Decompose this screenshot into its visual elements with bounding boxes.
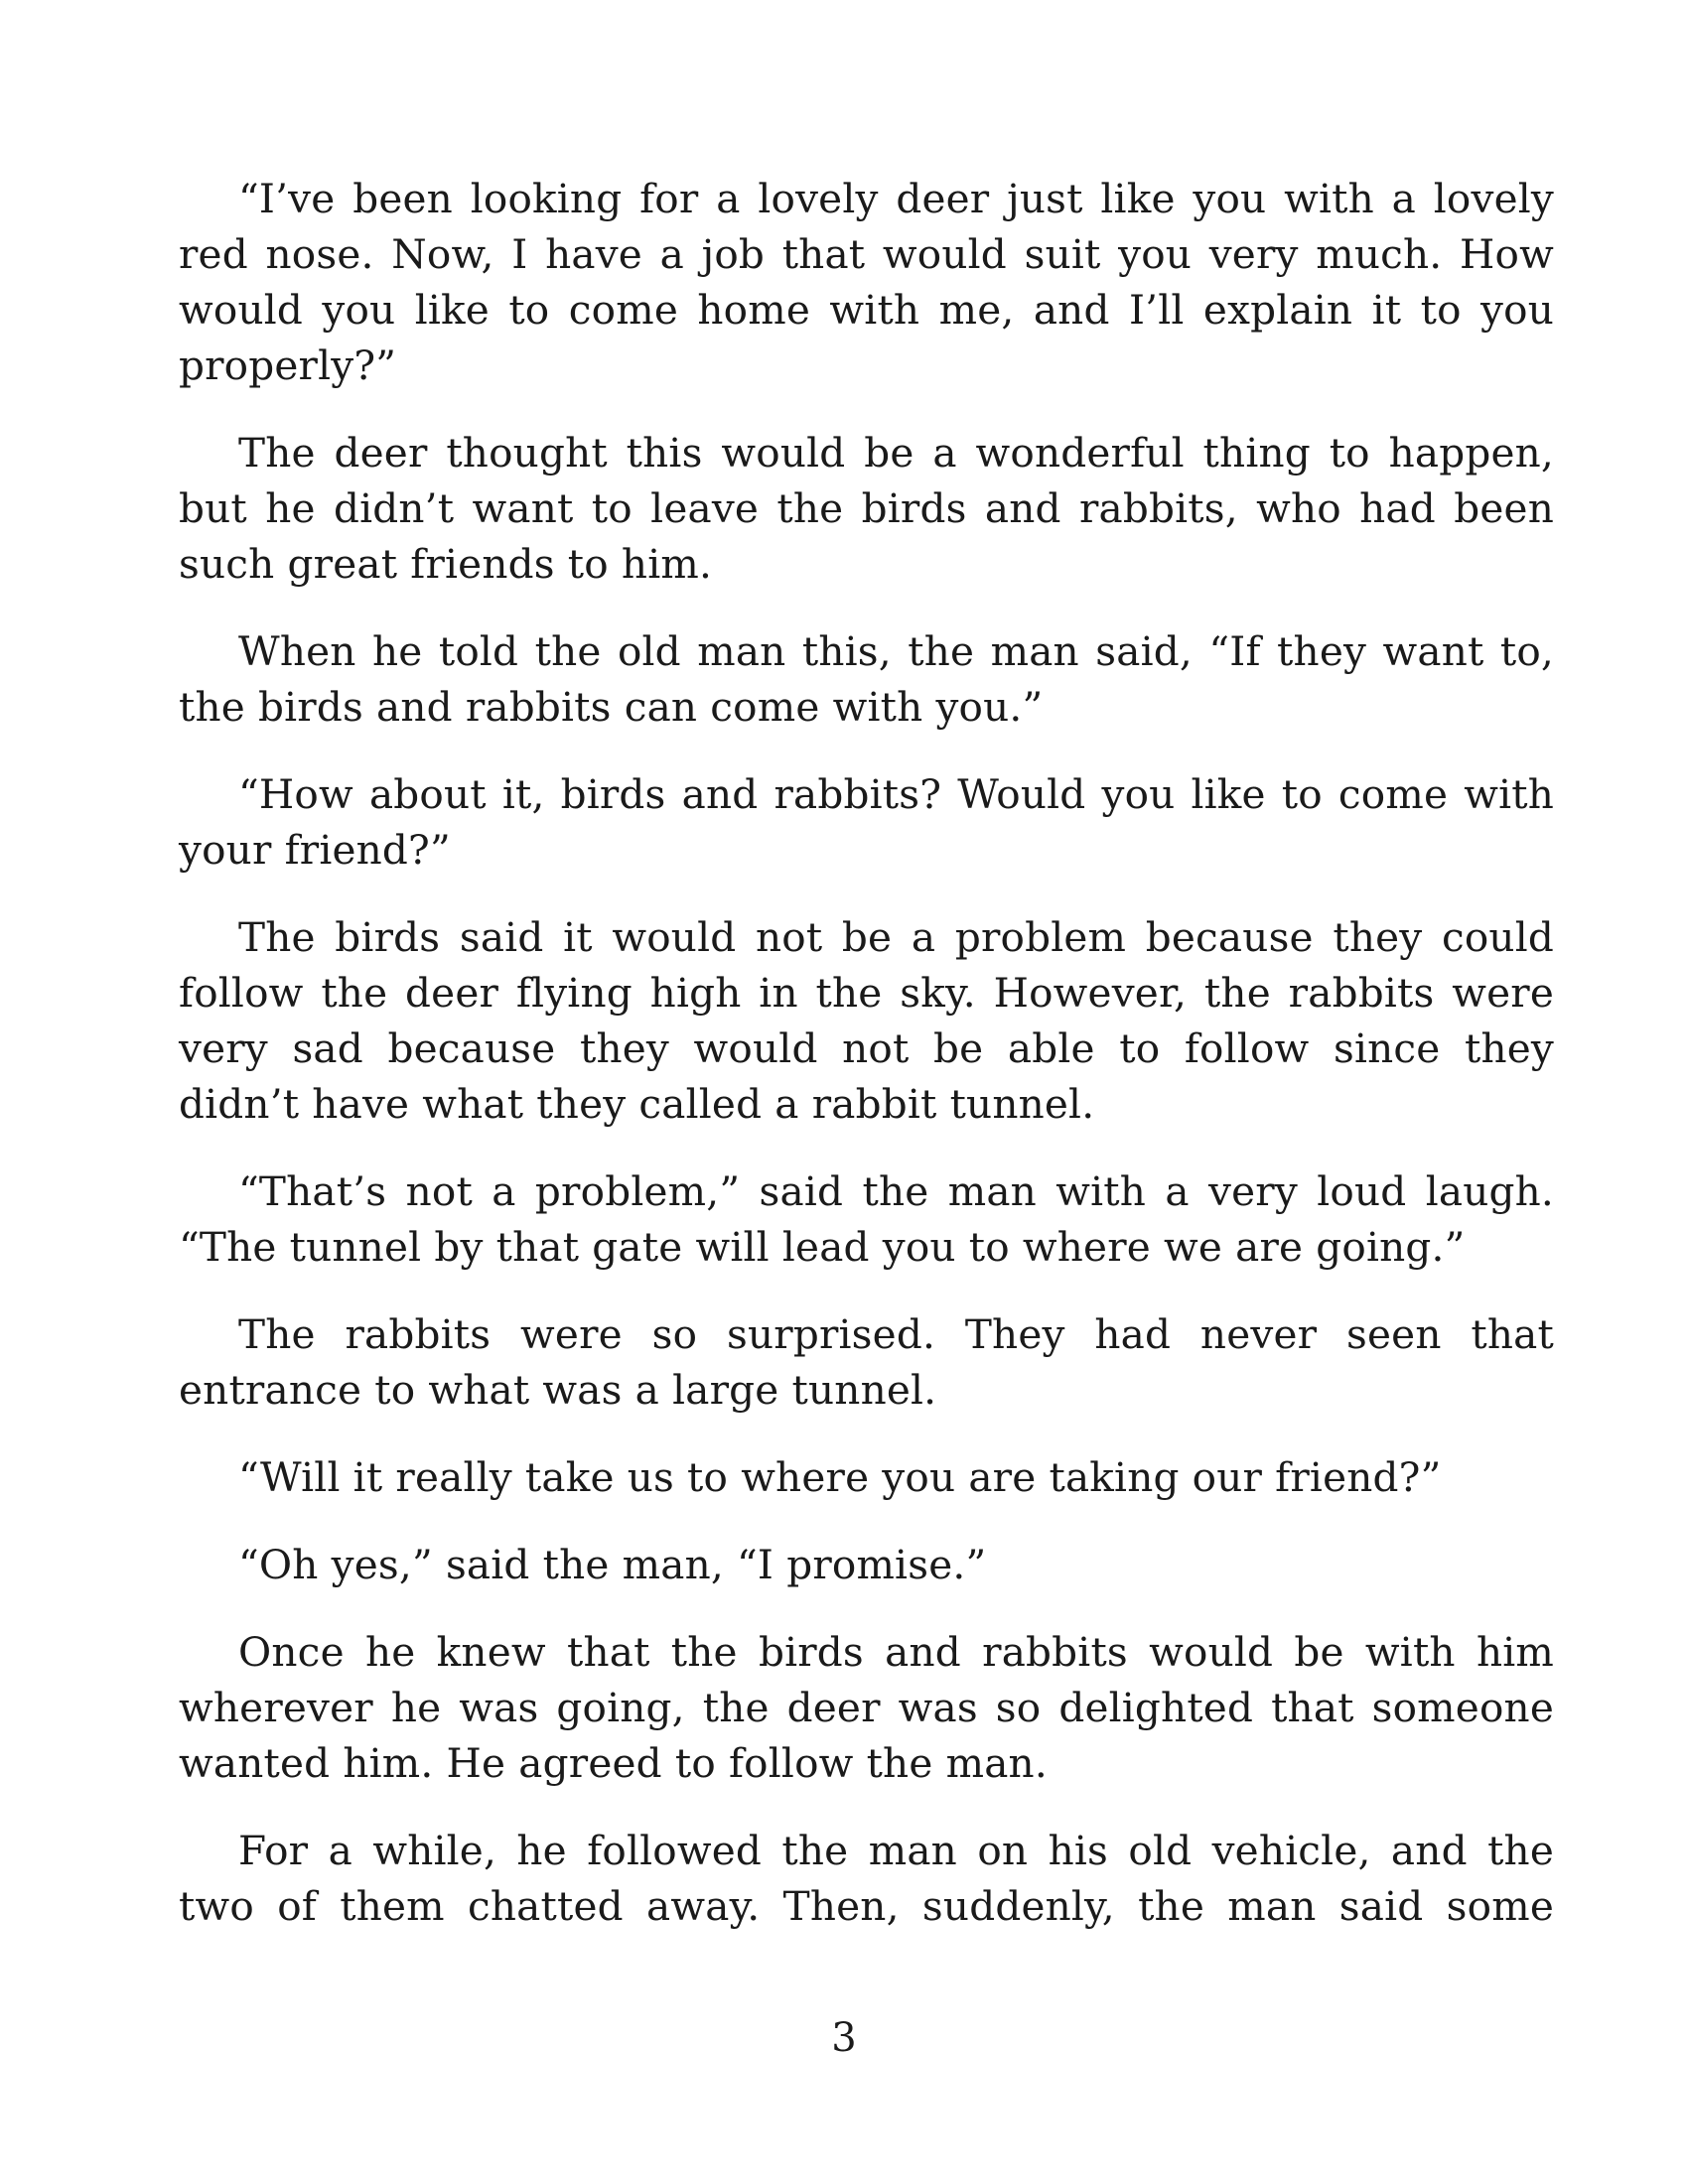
- paragraph: “That’s not a problem,” said the man with a very loud laugh. “The tunnel by that gate will lead you to where we are going.”: [179, 1167, 1554, 1271]
- paragraph: “How about it, birds and rabbits? Would you like to come with your friend?”: [179, 770, 1554, 874]
- paragraph: For a while, he followed the man on his old vehicle, and the two of them chatted away. Then, suddenly, the man said some: [179, 1827, 1554, 1930]
- page-number: 3: [831, 2015, 857, 2061]
- paragraph: The deer thought this would be a wonderful thing to happen, but he didn’t want to leave the birds and rabbits, who had been such great friends to him.: [179, 429, 1554, 588]
- paragraph: “Will it really take us to where you are taking our friend?”: [238, 1453, 1442, 1501]
- page-body-text: [179, 171, 1554, 1966]
- paragraph: “Oh yes,” said the man, “I promise.”: [238, 1541, 987, 1588]
- paragraph: “I’ve been looking for a lovely deer just like you with a lovely red nose. Now, I have a job that would suit you very much. How would you like to come home with me, and I’ll explain it to you properly?”: [179, 175, 1554, 389]
- paragraph: Once he knew that the birds and rabbits would be with him wherever he was going, the deer was so delighted that someone wanted him. He agreed to follow the man.: [179, 1628, 1554, 1787]
- paragraph: The birds said it would not be a problem because they could follow the deer flying high in the sky. However, the rabbits were very sad because they would not be able to follow since they didn’t have what they called a rabbit tunnel.: [179, 913, 1554, 1128]
- paragraph: When he told the old man this, the man said, “If they want to, the birds and rabbits can come with you.”: [179, 627, 1554, 731]
- paragraph: The rabbits were so surprised. They had never seen that entrance to what was a large tunnel.: [179, 1310, 1554, 1414]
